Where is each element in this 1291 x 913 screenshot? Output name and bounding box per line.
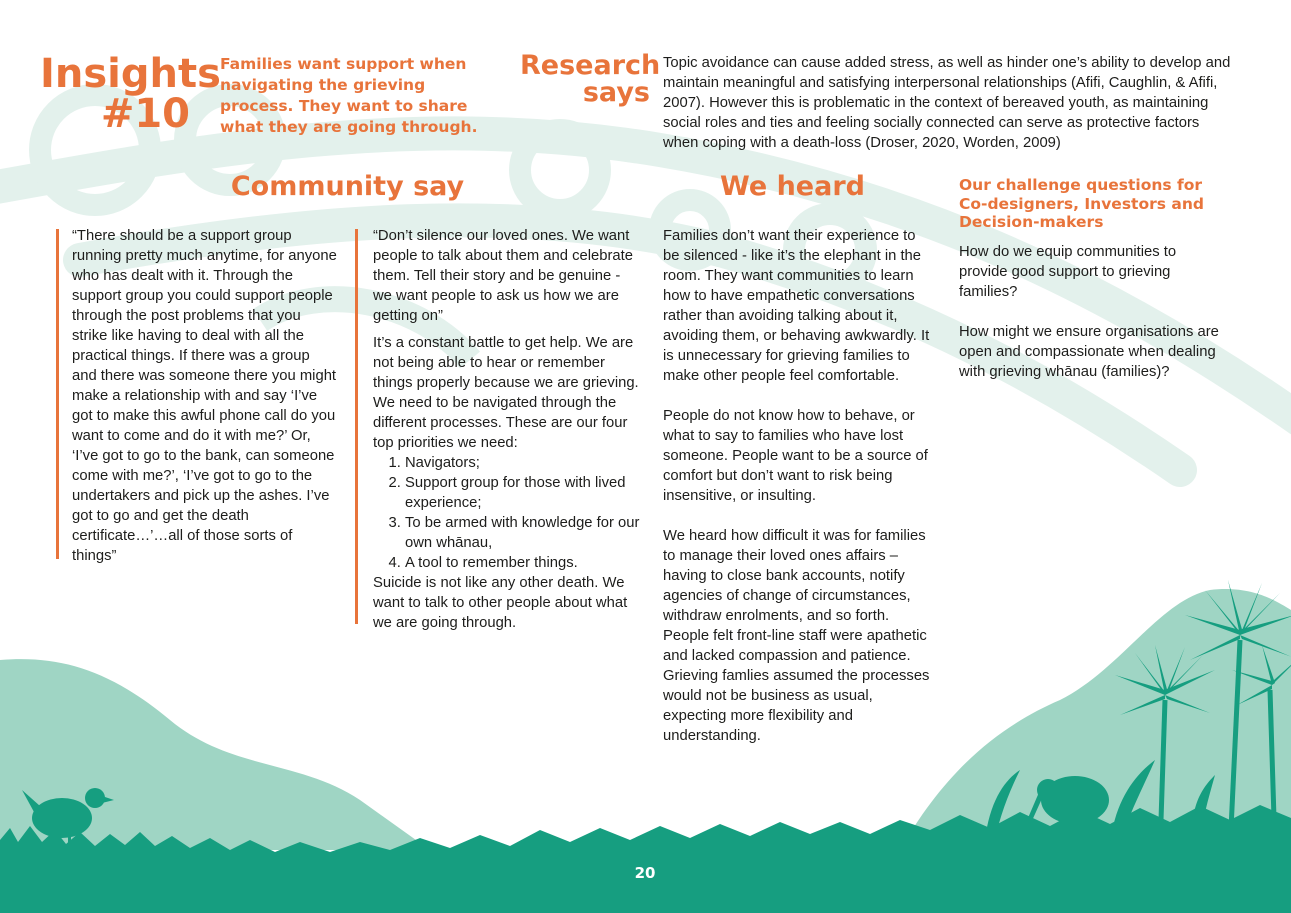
community-quote-3 bbox=[373, 333, 643, 633]
page-number: 20 bbox=[634, 864, 656, 882]
we-heard-paragraph-1: Families don’t want their experience to be silenced - like it’s the elephant in the room. They want communities to learn how to have empathetic conversations rather than avoiding talking about it, avoiding them, or behaving awkwardly. It is unnecessary for grieving families to make other people feel comfortable. bbox=[663, 228, 930, 384]
we-heard-body bbox=[663, 226, 933, 746]
research-title-line1: Research bbox=[520, 50, 661, 81]
research-text: Topic avoidance can cause added stress, as well as hinder one’s ability to develop and maintain meaningful and satisfying interpersonal relationships (Afifi, Caughlin, & Afifi, 2007). However this is problematic in the context of bereaved youth, as maintaining social roles and ties and feeling socially connected can serve as protective factors when coping with a death-loss (Droser, 2020, Worden, 2009) bbox=[663, 55, 1231, 151]
priority-item: 1. Navigators; bbox=[405, 453, 643, 473]
we-heard-heading: We heard bbox=[720, 171, 865, 202]
community-heading: Community say bbox=[230, 171, 465, 202]
priority-item: 3. To be armed with knowledge for our own whānau, bbox=[405, 513, 643, 553]
challenge-heading: Our challenge questions for Co-designers, Investors and Decision-makers bbox=[959, 176, 1204, 231]
research-title-line2: says bbox=[582, 77, 650, 108]
community-quote-2: “Don’t silence our loved ones. We want people to talk about them and celebrate them. Tell their story and be genuine - we want people to ask us how we are getting on” bbox=[373, 228, 633, 324]
challenge-question-2: How might we ensure organisations are open and compassionate when dealing with grieving whānau (families)? bbox=[959, 324, 1219, 380]
we-heard-paragraph-3: We heard how difficult it was for families to manage their loved ones affairs – having to close bank accounts, notify agencies of change of circumstances, withdraw enrolments, and so forth. People felt front-line staff were apathetic and lacked compassion and patience. Grieving famlies assumed the processes would not be business as usual, expecting more flexibility and understanding. bbox=[663, 528, 930, 744]
community-quote-1: “There should be a support group running pretty much anytime, for anyone who has dealt with it. Through the support group you could support people through the post problems that you strike like having to deal with all the practical things. If there was a group and there was someone there you might make a relationship with and say ‘I’ve got to make this awful phone call do you want to come and do it with me?’ Or, ‘I’ve got to go to the bank, can someone come with me?’, ‘I’ve got to go to the undertakers and pick up the ashes. I’ve got to go and get the death certificate…’…all of those sorts of things” bbox=[72, 228, 337, 564]
insights-title-line1: Insights bbox=[40, 51, 221, 97]
priorities-list bbox=[373, 453, 643, 573]
insights-title-line2: #10 bbox=[100, 91, 190, 137]
priority-item: 4. A tool to remember things. bbox=[405, 553, 643, 573]
challenge-question-1: How do we equip communities to provide good support to grieving families? bbox=[959, 244, 1177, 300]
challenge-questions bbox=[959, 242, 1231, 382]
research-title bbox=[520, 50, 661, 108]
quote-bar-1 bbox=[56, 229, 59, 559]
community-quote-3-outro: Suicide is not like any other death. We want to talk to other people about what we are going through. bbox=[373, 575, 628, 631]
we-heard-paragraph-2: People do not know how to behave, or what to say to families who have lost someone. People want to be a source of comfort but don’t want to risk being insensitive, or insulting. bbox=[663, 408, 928, 504]
insights-summary: Families want support when navigating the grieving process. They want to share what they are going through. bbox=[220, 55, 478, 136]
quote-bar-2 bbox=[355, 229, 358, 624]
insights-title bbox=[40, 51, 221, 137]
community-quote-3-intro: It’s a constant battle to get help. We are not being able to hear or remember things properly because we are grieving. We need to be navigated through the different processes. These are our four top priorities we need: bbox=[373, 335, 639, 451]
priority-item: 2. Support group for those with lived experience; bbox=[405, 473, 643, 513]
